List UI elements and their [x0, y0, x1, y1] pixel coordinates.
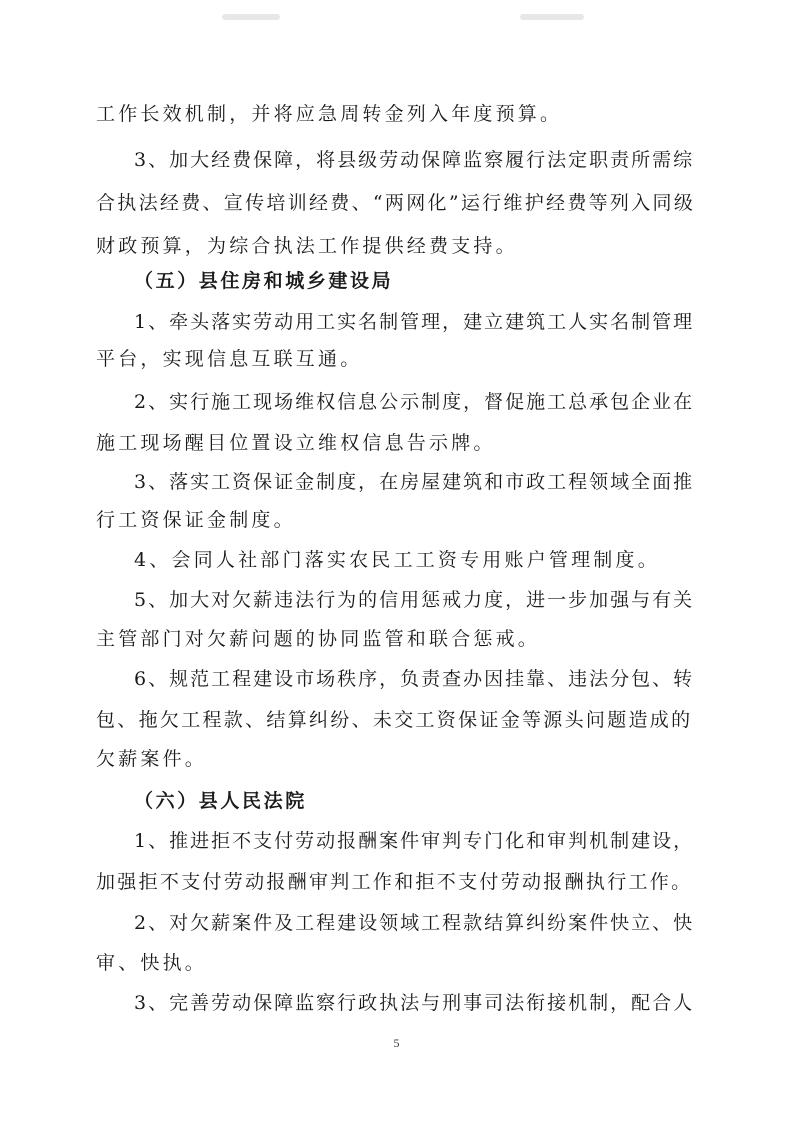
text-line: 6、规范工程建设市场秩序，负责查办因挂靠、违法分包、转: [134, 668, 695, 690]
text-line: 合执法经费、宣传培训经费、“两网化”运行维护经费等列入同级: [96, 192, 696, 214]
text-line: 2、实行施工现场维权信息公示制度，督促施工总承包企业在: [134, 391, 695, 413]
text-line: 2、对欠薪案件及工程建设领域工程款结算纠纷案件快立、快: [134, 912, 695, 934]
text-line: 3、加大经费保障，将县级劳动保障监察履行法定职责所需综: [134, 149, 695, 171]
text-line: 5、加大对欠薪违法行为的信用惩戒力度，进一步加强与有关: [134, 589, 695, 611]
text-line: 3、落实工资保证金制度，在房屋建筑和市政工程领域全面推: [134, 471, 695, 493]
scan-artifact: [222, 14, 280, 20]
section-heading: （六）县人民法院: [134, 790, 307, 812]
text-line: 加强拒不支付劳动报酬审判工作和拒不支付劳动报酬执行工作。: [96, 871, 693, 893]
text-line: 主管部门对欠薪问题的协同监管和联合惩戒。: [96, 628, 541, 650]
text-line: 1、牵头落实劳动用工实名制管理，建立建筑工人实名制管理: [134, 311, 695, 333]
text-line: 3、完善劳动保障监察行政执法与刑事司法衔接机制，配合人: [134, 992, 695, 1014]
text-line: 包、拖欠工程款、结算纠纷、未交工资保证金等源头问题造成的: [96, 709, 693, 731]
text-line: 平台，实现信息互联互通。: [96, 348, 363, 370]
text-line: 审、快执。: [96, 952, 208, 974]
text-line: 1、推进拒不支付劳动报酬案件审判专门化和审判机制建设，: [134, 830, 695, 852]
text-line: 4、会同人社部门落实农民工工资专用账户管理制度。: [134, 549, 660, 571]
scan-artifact: [520, 14, 584, 20]
section-heading: （五）县住房和城乡建设局: [134, 270, 394, 292]
text-line: 财政预算，为综合执法工作提供经费支持。: [96, 235, 518, 257]
page-number: 5: [393, 1036, 400, 1050]
text-line: 施工现场醒目位置设立维权信息告示牌。: [96, 432, 496, 454]
text-line: 欠薪案件。: [96, 748, 208, 770]
text-line: 行工资保证金制度。: [96, 509, 296, 531]
text-line: 工作长效机制，并将应急周转金列入年度预算。: [96, 103, 563, 125]
